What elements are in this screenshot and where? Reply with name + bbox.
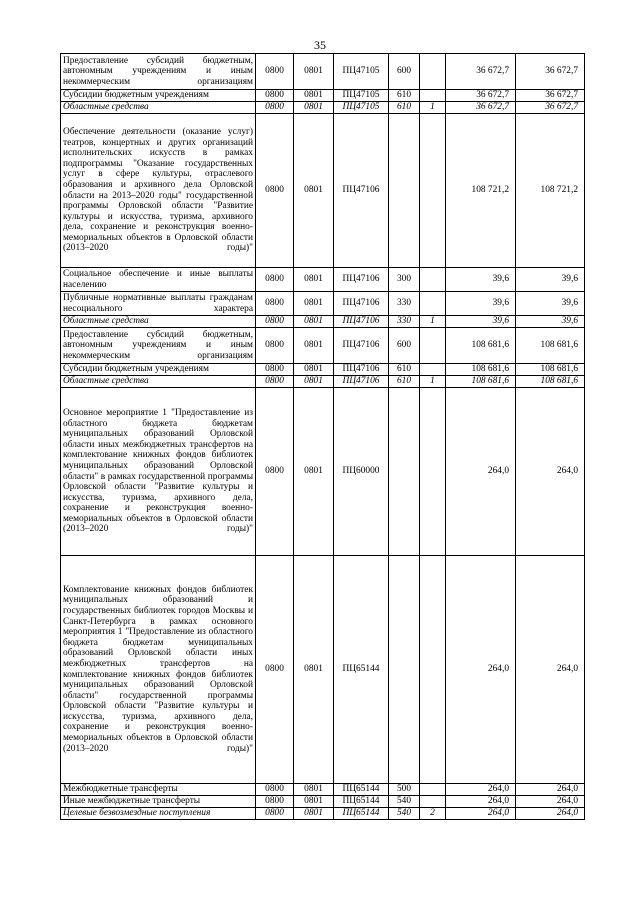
- expense-type-cell: [389, 114, 420, 268]
- expense-type-cell: 300: [389, 268, 420, 292]
- table-row: [61, 784, 585, 796]
- expense-type-cell: 540: [389, 796, 420, 808]
- amount-next-cell: 39,6: [516, 316, 585, 328]
- target-article-cell: ПЦ47106: [334, 292, 389, 316]
- table-row: [61, 388, 585, 556]
- section-code-cell: 0800: [256, 388, 294, 556]
- expense-name-cell: Субсидии бюджетным учреждениям: [61, 364, 256, 376]
- amount-next-cell: 36 672,7: [516, 54, 585, 90]
- target-article-cell: ПЦ47105: [334, 54, 389, 90]
- expense-type-cell: 600: [389, 328, 420, 364]
- amount-cell: 39,6: [446, 268, 516, 292]
- expense-type-cell: 330: [389, 292, 420, 316]
- amount-next-cell: 36 672,7: [516, 90, 585, 102]
- subsection-code-cell: 0801: [294, 102, 334, 114]
- target-article-cell: ПЦ65144: [334, 808, 389, 820]
- section-code-cell: 0800: [256, 114, 294, 268]
- source-code-cell: [420, 328, 446, 364]
- expense-type-cell: 610: [389, 364, 420, 376]
- amount-cell: 108 681,6: [446, 328, 516, 364]
- target-article-cell: ПЦ60000: [334, 388, 389, 556]
- source-code-cell: [420, 268, 446, 292]
- table-row: [61, 328, 585, 364]
- expense-type-cell: 610: [389, 376, 420, 388]
- amount-cell: 264,0: [446, 556, 516, 784]
- amount-next-cell: 108 681,6: [516, 364, 585, 376]
- section-code-cell: 0800: [256, 556, 294, 784]
- expense-name-cell: Комплектование книжных фондов библиотек муниципальных образований и государственных библиотек городов Москвы и Санкт-Петербурга в рамках основного мероприятия 1 "Предоставление из областного бюджета бюджетам муниципальных образований Орловской области иных межбюджетных трансфертов на комплектование книжных фондов библиотек муниципальных образований Орловской области" государственной программы Орловской области "Развитие культуры и искусства, туризма, архивного дела, сохранение и реконструкция военно-мемориальных объектов в Орловской области (2013–2020 годы)": [61, 556, 256, 784]
- subsection-code-cell: 0801: [294, 90, 334, 102]
- expense-name-cell: Межбюджетные трансферты: [61, 784, 256, 796]
- amount-cell: 108 681,6: [446, 364, 516, 376]
- expense-name-cell: Обеспечение деятельности (оказание услуг) театров, концертных и других организаций исполнительских искусств в рамках подпрограммы "Оказание государственных услуг в сфере культуры, отраслевого образования и архивного дела Орловской области на 2013–2020 годы" государственной программы Орловской области "Развитие культуры и искусства, туризма, архивного дела, сохранение и реконструкция военно-мемориальных объектов в Орловской области (2013–2020 годы)": [61, 114, 256, 268]
- target-article-cell: ПЦ65144: [334, 796, 389, 808]
- table-row: [61, 364, 585, 376]
- subsection-code-cell: 0801: [294, 796, 334, 808]
- section-code-cell: 0800: [256, 316, 294, 328]
- subsection-code-cell: 0801: [294, 784, 334, 796]
- source-code-cell: [420, 292, 446, 316]
- subsection-code-cell: 0801: [294, 376, 334, 388]
- amount-next-cell: 264,0: [516, 388, 585, 556]
- amount-next-cell: 108 681,6: [516, 328, 585, 364]
- amount-cell: 36 672,7: [446, 90, 516, 102]
- amount-cell: 264,0: [446, 808, 516, 820]
- target-article-cell: ПЦ47106: [334, 316, 389, 328]
- target-article-cell: ПЦ47106: [334, 114, 389, 268]
- subsection-code-cell: 0801: [294, 364, 334, 376]
- amount-cell: 264,0: [446, 784, 516, 796]
- expense-type-cell: 540: [389, 808, 420, 820]
- section-code-cell: 0800: [256, 102, 294, 114]
- subsection-code-cell: 0801: [294, 808, 334, 820]
- section-code-cell: 0800: [256, 268, 294, 292]
- expense-type-cell: 610: [389, 102, 420, 114]
- source-code-cell: [420, 364, 446, 376]
- target-article-cell: ПЦ47106: [334, 364, 389, 376]
- target-article-cell: ПЦ65144: [334, 784, 389, 796]
- expense-name-cell: Предоставление субсидий бюджетным, автономным учреждениям и иным некоммерческим организациям: [61, 54, 256, 90]
- amount-next-cell: 264,0: [516, 556, 585, 784]
- target-article-cell: ПЦ47106: [334, 328, 389, 364]
- expense-name-cell: Субсидии бюджетным учреждениям: [61, 90, 256, 102]
- amount-cell: 36 672,7: [446, 102, 516, 114]
- amount-next-cell: 264,0: [516, 784, 585, 796]
- section-code-cell: 0800: [256, 784, 294, 796]
- source-code-cell: 1: [420, 316, 446, 328]
- table-row: [61, 376, 585, 388]
- source-code-cell: [420, 796, 446, 808]
- table-row: [61, 90, 585, 102]
- target-article-cell: ПЦ47105: [334, 102, 389, 114]
- expense-name-cell: Социальное обеспечение и иные выплаты населению: [61, 268, 256, 292]
- source-code-cell: [420, 784, 446, 796]
- expense-name-cell: Предоставление субсидий бюджетным, автономным учреждениям и иным некоммерческим организациям: [61, 328, 256, 364]
- table-row: [61, 102, 585, 114]
- source-code-cell: 1: [420, 102, 446, 114]
- section-code-cell: 0800: [256, 364, 294, 376]
- table-row: [61, 292, 585, 316]
- source-code-cell: 2: [420, 808, 446, 820]
- table-row: [61, 316, 585, 328]
- amount-next-cell: 36 672,7: [516, 102, 585, 114]
- expense-name-cell: Иные межбюджетные трансферты: [61, 796, 256, 808]
- source-code-cell: [420, 90, 446, 102]
- amount-cell: 39,6: [446, 292, 516, 316]
- subsection-code-cell: 0801: [294, 556, 334, 784]
- amount-next-cell: 39,6: [516, 292, 585, 316]
- subsection-code-cell: 0801: [294, 268, 334, 292]
- table-row: [61, 268, 585, 292]
- target-article-cell: ПЦ47105: [334, 90, 389, 102]
- subsection-code-cell: 0801: [294, 292, 334, 316]
- section-code-cell: 0800: [256, 90, 294, 102]
- source-code-cell: [420, 114, 446, 268]
- amount-cell: 39,6: [446, 316, 516, 328]
- expense-type-cell: [389, 556, 420, 784]
- amount-cell: 264,0: [446, 388, 516, 556]
- amount-cell: 108 721,2: [446, 114, 516, 268]
- expense-type-cell: 610: [389, 90, 420, 102]
- amount-cell: 264,0: [446, 796, 516, 808]
- expense-type-cell: [389, 388, 420, 556]
- subsection-code-cell: 0801: [294, 388, 334, 556]
- source-code-cell: [420, 556, 446, 784]
- expense-name-cell: Целевые безвозмездные поступления: [61, 808, 256, 820]
- expense-name-cell: Областные средства: [61, 102, 256, 114]
- table-row: [61, 54, 585, 90]
- section-code-cell: 0800: [256, 54, 294, 90]
- subsection-code-cell: 0801: [294, 316, 334, 328]
- page-number: 35: [314, 38, 326, 52]
- expense-type-cell: 500: [389, 784, 420, 796]
- expense-name-cell: Основное мероприятие 1 "Предоставление из областного бюджета бюджетам муниципальных образований Орловской области иных межбюджетных трансфертов на комплектование книжных фондов библиотек муниципальных образований Орловской области" в рамках государственной программы Орловской области "Развитие культуры и искусства, туризма, архивного дела, сохранение и реконструкция военно-мемориальных объектов в Орловской области (2013–2020 годы)": [61, 388, 256, 556]
- expense-name-cell: Областные средства: [61, 376, 256, 388]
- source-code-cell: 1: [420, 376, 446, 388]
- budget-table: [60, 53, 585, 820]
- subsection-code-cell: 0801: [294, 114, 334, 268]
- subsection-code-cell: 0801: [294, 54, 334, 90]
- amount-next-cell: 264,0: [516, 808, 585, 820]
- subsection-code-cell: 0801: [294, 328, 334, 364]
- expense-type-cell: 600: [389, 54, 420, 90]
- section-code-cell: 0800: [256, 808, 294, 820]
- amount-next-cell: 39,6: [516, 268, 585, 292]
- amount-cell: 108 681,6: [446, 376, 516, 388]
- expense-type-cell: 330: [389, 316, 420, 328]
- expense-name-cell: Областные средства: [61, 316, 256, 328]
- table-row: [61, 114, 585, 268]
- amount-next-cell: 108 681,6: [516, 376, 585, 388]
- target-article-cell: ПЦ47106: [334, 268, 389, 292]
- section-code-cell: 0800: [256, 328, 294, 364]
- table-row: [61, 556, 585, 784]
- table-row: [61, 808, 585, 820]
- section-code-cell: 0800: [256, 376, 294, 388]
- expense-name-cell: Публичные нормативные выплаты гражданам несоциального характера: [61, 292, 256, 316]
- source-code-cell: [420, 388, 446, 556]
- target-article-cell: ПЦ65144: [334, 556, 389, 784]
- amount-next-cell: 108 721,2: [516, 114, 585, 268]
- amount-next-cell: 264,0: [516, 796, 585, 808]
- amount-cell: 36 672,7: [446, 54, 516, 90]
- section-code-cell: 0800: [256, 292, 294, 316]
- source-code-cell: [420, 54, 446, 90]
- table-row: [61, 796, 585, 808]
- section-code-cell: 0800: [256, 796, 294, 808]
- target-article-cell: ПЦ47106: [334, 376, 389, 388]
